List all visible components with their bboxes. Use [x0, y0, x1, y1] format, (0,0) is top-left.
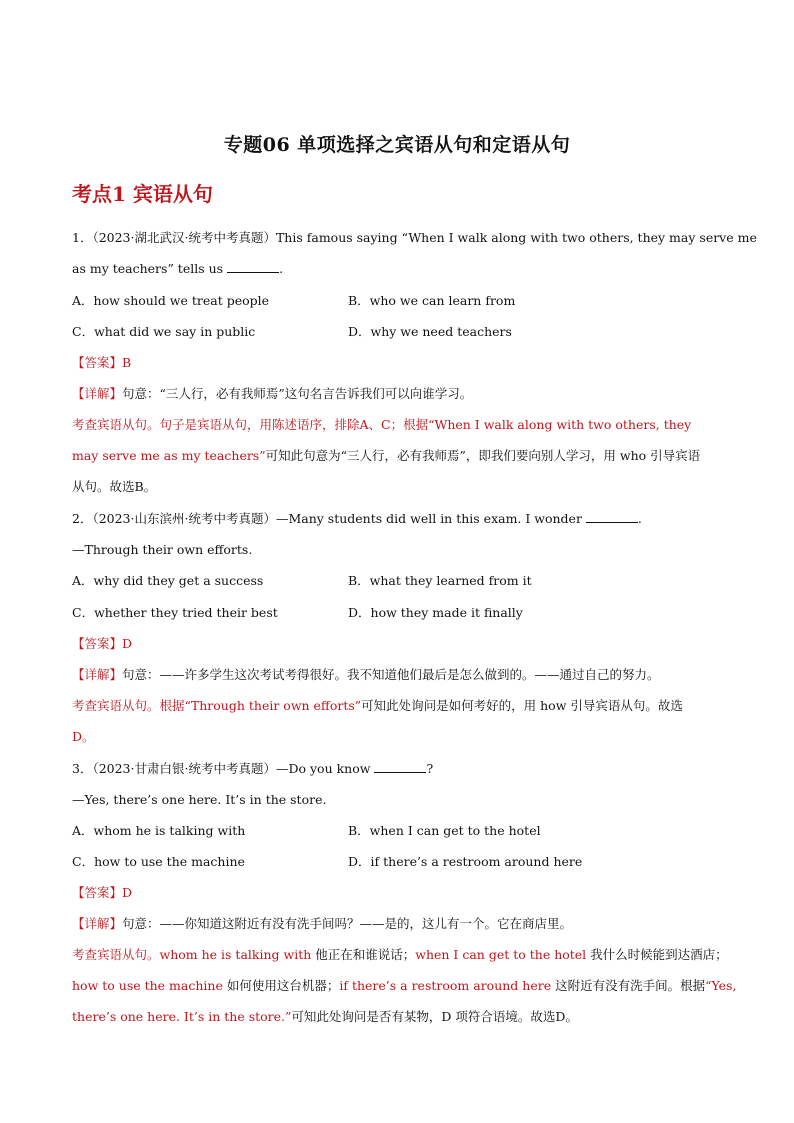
q3-option-c: C．how to use the machine [72, 854, 245, 869]
q1-explanation-line3: 从句。故选B。 [72, 479, 157, 494]
detail-label: 【详解】 [72, 916, 123, 931]
q1-option-b: B．who we can learn from [348, 293, 516, 308]
q1-stem-text: as my teachers” tells us [72, 261, 224, 276]
q3-exp-quote: “Yes, [705, 978, 737, 993]
q1-detail-text: 句意：“三人行，必有我师焉”这句名言告诉我们可以向谁学习。 [122, 386, 473, 401]
q3-exp-gloss-c: 如何使用这台机器； [222, 978, 340, 993]
q3-detail-text: 句意：——你知道这附近有没有洗手间吗？——是的，这儿有一个。它在商店里。 [122, 916, 573, 931]
q1-option-d: D．why we need teachers [348, 324, 512, 339]
q3-stem-text: 3．（2023·甘肃白银·统考中考真题）—Do you know [72, 761, 371, 776]
q2-stem-line2: —Through their own efforts. [72, 542, 253, 557]
q3-detail [72, 914, 724, 934]
q1-exp-text: 考查宾语从句。句子是宾语从句，用陈述语序，排除A、C；根据 [72, 417, 429, 432]
q3-explanation-line2 [72, 976, 737, 996]
q2-option-c: C．whether they tried their best [72, 605, 278, 620]
q2-detail-text: 句意：——许多学生这次考试考得很好。我不知道他们最后是怎么做到的。——通过自己的努力。 [122, 667, 660, 682]
q3-option-b: B．when I can get to the hotel [348, 823, 541, 838]
q1-detail [72, 384, 724, 404]
q3-exp-quote-cont: there’s one here. It’s in the store.” [72, 1009, 292, 1024]
q3-option-d: D．if there’s a restroom around here [348, 854, 583, 869]
q2-option-b: B．what they learned from it [348, 573, 532, 588]
q1-stem-end: . [279, 261, 284, 276]
detail-label: 【详解】 [72, 667, 123, 682]
q1-exp-quote-cont: may serve me as my teachers” [72, 448, 266, 463]
q3-exp-phrase-b: when I can get to the hotel [415, 947, 587, 962]
q3-exp-text: 考查宾语从句。 [72, 947, 160, 962]
q2-explanation-line2: D。 [72, 729, 95, 744]
q2-stem-line1 [72, 509, 724, 529]
q3-exp-phrase-c: how to use the machine [72, 978, 223, 993]
q1-stem-line2 [72, 259, 724, 279]
page-title: 专题06 单项选择之宾语从句和定语从句 [223, 134, 571, 156]
q3-exp-gloss-a: 他正在和谁说话； [311, 947, 416, 962]
q1-explanation-line2 [72, 446, 724, 466]
answer-blank [586, 511, 638, 523]
q1-exp-quote: “When I walk along with two others, they [428, 417, 692, 432]
q2-option-a: A．why did they get a success [72, 573, 264, 588]
q1-stem-line1: 1．（2023·湖北武汉·统考中考真题）This famous saying “When I walk along with two others, they may serve me [72, 230, 757, 245]
q3-stem-end: ? [426, 761, 434, 776]
q3-exp-phrase-a: whom he is talking with [159, 947, 312, 962]
q3-exp-conclusion: 可知此处询问是否有某物，D 项符合语境。故选D。 [291, 1009, 578, 1024]
q2-stem-text: 2．（2023·山东滨州·统考中考真题）—Many students did well in this exam. I wonder [72, 511, 582, 526]
q3-explanation-line3 [72, 1007, 724, 1027]
q1-option-a: A．how should we treat people [72, 293, 270, 308]
q1-answer: 【答案】B [72, 355, 132, 370]
q1-exp-text2: 可知此句意为“三人行，必有我师焉”，即我们要向别人学习，用 who 引导宾语 [265, 448, 701, 463]
answer-blank [374, 761, 426, 773]
q3-answer: 【答案】D [72, 885, 133, 900]
section-heading: 考点1 宾语从句 [72, 182, 213, 206]
q3-exp-gloss-d: 这附近有没有洗手间。根据 [551, 978, 706, 993]
q2-detail [72, 665, 724, 685]
q3-stem-line2: —Yes, there’s one here. It’s in the store. [72, 792, 327, 807]
q2-exp-text: 考查宾语从句。根据 [72, 698, 185, 713]
q3-exp-phrase-d: if there’s a restroom around here [339, 978, 552, 993]
q2-explanation-line1 [72, 696, 724, 716]
q2-exp-text2: 可知此处询问是如何考好的，用 how 引导宾语从句。故选 [361, 698, 683, 713]
q1-explanation-line1 [72, 415, 724, 435]
q2-answer: 【答案】D [72, 636, 133, 651]
q3-exp-gloss-b: 我什么时候能到达酒店； [586, 947, 728, 962]
answer-blank [227, 261, 279, 273]
q3-explanation-line1 [72, 945, 728, 965]
q2-exp-quote: “Through their own efforts” [184, 698, 362, 713]
q2-stem-end: . [637, 511, 642, 526]
q1-option-c: C．what did we say in public [72, 324, 256, 339]
detail-label: 【详解】 [72, 386, 123, 401]
q2-option-d: D．how they made it finally [348, 605, 523, 620]
q3-option-a: A．whom he is talking with [72, 823, 246, 838]
q3-stem-line1 [72, 759, 724, 779]
